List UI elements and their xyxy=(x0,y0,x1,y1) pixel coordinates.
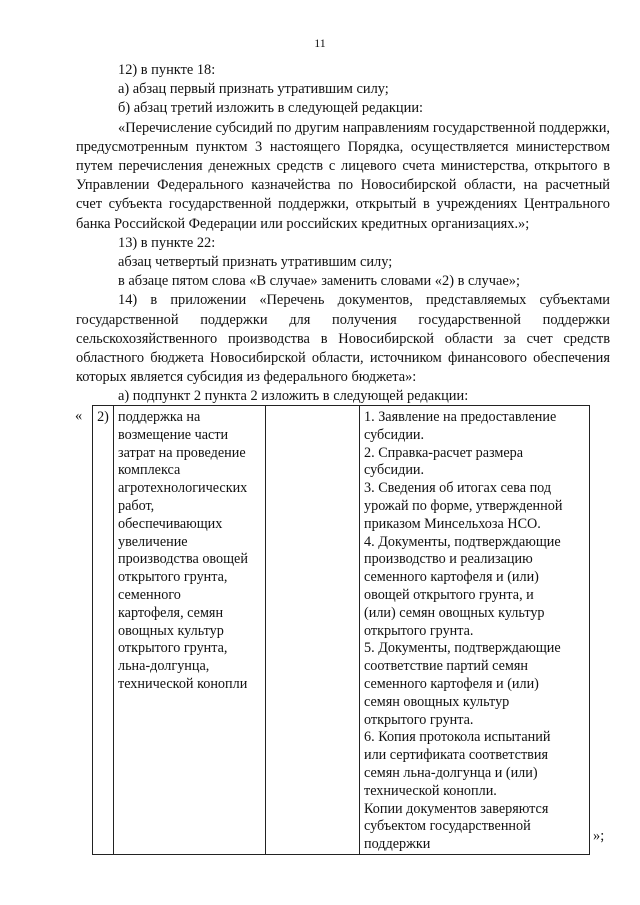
document-line: 2. Справка-расчет размера xyxy=(364,444,524,461)
description-line: возмещение части xyxy=(118,426,229,443)
document-line: технической конопли. xyxy=(364,782,497,799)
document-body xyxy=(76,61,610,407)
document-line: семян льна-долгунца и (или) xyxy=(364,764,538,781)
description-line: поддержка на xyxy=(118,409,201,425)
page-number: 11 xyxy=(314,36,326,50)
table-row xyxy=(93,406,590,855)
document-line: субъектом государственной xyxy=(364,818,531,835)
description-line: агротехнологических xyxy=(118,480,248,497)
empty-cell xyxy=(266,406,360,855)
document-line: семенного картофеля и (или) xyxy=(364,569,539,586)
document-line: семенного картофеля и (или) xyxy=(364,675,539,692)
documents-table xyxy=(92,405,590,855)
document-line: поддержки xyxy=(364,836,431,853)
description-line: затрат на проведение xyxy=(118,444,246,461)
document-line: открытого грунта. xyxy=(364,622,474,639)
paragraph-item-14: 14) в приложении «Перечень документов, представляемых субъектами государственной поддержки для получения государственной поддержки сельскохозяйственного производства в Новосибирской области за счет средств областного бюджета Новосибирской области, источником финансового обеспечения которых является субсидия из федерального бюджета»: xyxy=(76,292,610,386)
document-line: 1. Заявление на предоставление xyxy=(364,409,557,425)
description-line: увеличение xyxy=(118,533,188,550)
document-line: урожай по форме, утвержденной xyxy=(364,497,563,514)
paragraph-abzac-5: в абзаце пятом слова «В случае» заменить словами «2) в случае»; xyxy=(118,273,520,290)
document-line: семян овощных культур xyxy=(364,693,510,710)
description-line: производства овощей xyxy=(118,551,248,568)
document-line: производство и реализацию xyxy=(364,551,533,568)
paragraph-sub-a-2: а) подпункт 2 пункта 2 изложить в следующей редакции: xyxy=(118,388,469,405)
document-line: 3. Сведения об итогах сева под xyxy=(364,480,552,497)
paragraph-item-13: 13) в пункте 22: xyxy=(118,234,216,251)
description-line: комплекса xyxy=(118,462,181,479)
close-quote: »; xyxy=(593,828,605,844)
description-line: льна-долгунца, xyxy=(118,658,210,675)
paragraph-sub-b: б) абзац третий изложить в следующей редакции: xyxy=(118,100,424,117)
document-line: (или) семян овощных культур xyxy=(364,604,545,621)
document-line: Копии документов заверяются xyxy=(364,800,549,817)
paragraph-quoted-text: «Перечисление субсидий по другим направлениям государственной поддержки, предусмотренным пунктом 3 настоящего Порядка, осуществляется министерством путем перечисления денежных средств с лицевого счета министерства, открытого в Управлении Федерального казначейства по Новосибирской области, на расчетный счет субъекта государственной поддержки, открытый в учреждениях Центрального банка Российской Федерации или российских кредитных организациях.»; xyxy=(76,119,610,232)
description-line: картофеля, семян xyxy=(118,604,224,621)
paragraph-item-12: 12) в пункте 18: xyxy=(118,62,216,78)
document-line: 5. Документы, подтверждающие xyxy=(364,640,561,657)
document-line: овощей открытого грунта, и xyxy=(364,586,534,603)
description-line: овощных культур xyxy=(118,622,224,639)
document-line: субсидии. xyxy=(364,426,425,443)
document-line: 4. Документы, подтверждающие xyxy=(364,533,561,550)
description-line: открытого грунта, xyxy=(118,569,228,586)
description-line: обеспечивающих xyxy=(118,515,223,532)
paragraph-sub-a: а) абзац первый признать утратившим силу; xyxy=(118,81,389,98)
description-line: технической конопли xyxy=(118,675,248,692)
document-line: или сертификата соответствия xyxy=(364,747,548,764)
description-line: работ, xyxy=(118,497,155,514)
open-quote: « xyxy=(75,408,83,424)
document-line: субсидии. xyxy=(364,462,425,479)
paragraph-abzac-4: абзац четвертый признать утратившим силу; xyxy=(118,254,393,271)
document-line: соответствие партий семян xyxy=(364,658,529,675)
document-line: открытого грунта. xyxy=(364,711,474,728)
row-number: 2) xyxy=(93,406,114,855)
document-line: приказом Минсельхоза НСО. xyxy=(364,515,541,532)
document-line: 6. Копия протокола испытаний xyxy=(364,729,551,746)
description-line: открытого грунта, xyxy=(118,640,228,657)
documents-cell xyxy=(360,406,590,855)
description-line: семенного xyxy=(118,586,181,603)
support-description-cell xyxy=(114,406,266,855)
